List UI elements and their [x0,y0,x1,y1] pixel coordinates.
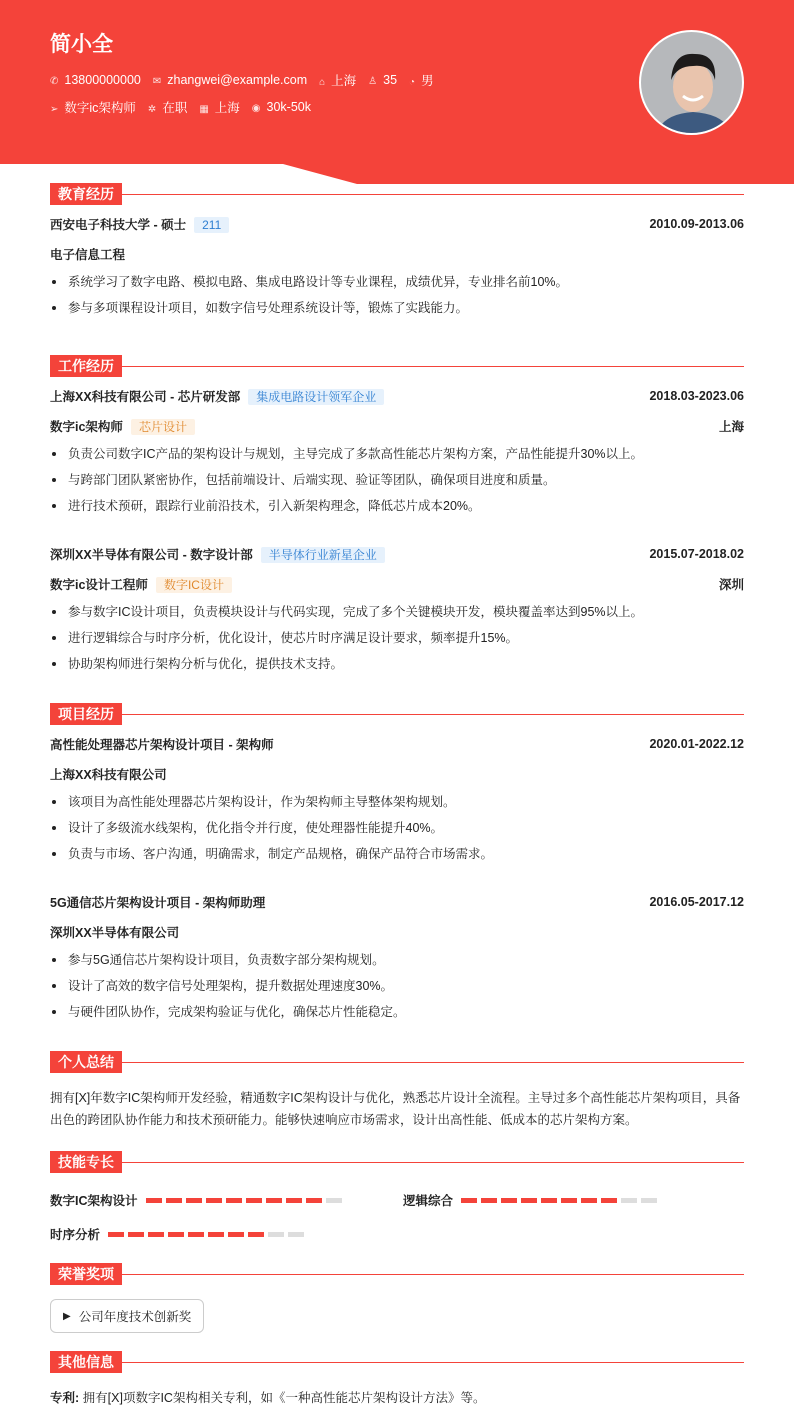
section-title: 教育经历 [50,183,122,205]
list-item: 参与数字IC设计项目，负责模块设计与代码实现，完成了多个关键模块开发，模块覆盖率达到95%以上。 [50,599,744,625]
role: 数字ic设计工程师 [50,578,148,592]
date: 2010.09-2013.06 [649,217,744,231]
list-item: 系统学习了数字电路、模拟电路、集成电路设计等专业课程，成绩优异，专业排名前10%。 [50,269,744,295]
section-title: 技能专长 [50,1151,122,1173]
skill-segment [581,1198,597,1203]
award-name: 公司年度技术创新奖 [78,1310,192,1324]
role-tag: 芯片设计 [131,419,195,435]
skill-name: 时序分析 [50,1228,101,1242]
role-tag: 数字IC设计 [156,577,232,593]
skill-level-bar [108,1232,304,1237]
skill-segment [188,1232,204,1237]
skill-segment [461,1198,477,1203]
date: 2020.01-2022.12 [649,737,744,751]
skill-segment [521,1198,537,1203]
building-icon: ▦ [199,104,209,115]
list-item: 参与5G通信芯片架构设计项目，负责数字部分架构规划。 [50,947,744,973]
skill-segment [186,1198,202,1203]
list-item: 参与多项课程设计项目，如数字信号处理系统设计等，锻炼了实践能力。 [50,295,744,321]
section-title: 项目经历 [50,703,122,725]
project-entry [50,729,744,867]
project-company: 深圳XX半导体有限公司 [50,926,180,940]
list-item: 负责公司数字IC产品的架构设计与规划，主导完成了多款高性能芯片架构方案，产品性能提升30%以上。 [50,441,744,467]
skill-segment [266,1198,282,1203]
list-item: 该项目为高性能处理器芯片架构设计，作为架构师主导整体架构规划。 [50,789,744,815]
other-text: 拥有[X]项数字IC架构相关专利，如《一种高性能芯片架构设计方法》等。 [82,1391,486,1405]
job-intent-row [50,98,311,116]
major: 电子信息工程 [50,248,126,262]
salary: 30k-50k [266,100,312,114]
summary-section [50,1051,744,1131]
section-title: 工作经历 [50,355,122,377]
list-item: 设计了高效的数字信号处理架构，提升数据处理速度30%。 [50,973,744,999]
skill-item [50,1225,304,1243]
section-title: 荣誉奖项 [50,1263,122,1285]
work-city: 上海 [718,420,744,434]
date: 2015.07-2018.02 [649,547,744,561]
skill-segment [268,1232,284,1237]
age: 35 [383,73,398,87]
skill-segment [286,1198,302,1203]
awards-section [50,1263,744,1333]
section-title: 其他信息 [50,1351,122,1373]
summary-text: 拥有[X]年数字IC架构师开发经验，精通数字IC架构设计与优化，熟悉芯片设计全流程。主导过多个高性能芯片架构项目，具备出色的跨团队协作能力和技术预研能力。能够快速响应市场需求，设计出高性能、低成本的芯片架构方案。 [50,1091,741,1127]
skill-segment [621,1198,637,1203]
other-label: 专利: [50,1391,80,1405]
list-item: 进行技术预研，跟踪行业前沿技术，引入新架构理念，降低芯片成本20%。 [50,493,744,519]
skill-segment [601,1198,617,1203]
list-item: 与硬件团队协作，完成架构验证与优化，确保芯片性能稳定。 [50,999,744,1025]
skill-segment [641,1198,657,1203]
skill-segment [166,1198,182,1203]
salary-icon: ◉ [251,103,261,114]
skill-segment [306,1198,322,1203]
award-item[interactable] [50,1299,204,1333]
education-section [50,183,744,321]
skill-item [403,1191,657,1209]
play-icon: ▶ [63,1310,71,1322]
list-item: 设计了多级流水线架构，优化指令并行度，使处理器性能提升40%。 [50,815,744,841]
school-tag: 211 [194,217,229,233]
company: 深圳XX半导体有限公司 - 数字设计部 [50,548,253,562]
skill-name: 数字IC架构设计 [50,1194,138,1208]
project-entry [50,887,744,1025]
work-entry [50,539,744,677]
skill-segment [288,1232,304,1237]
project-section [50,703,744,1025]
skill-segment [208,1232,224,1237]
phone: 13800000000 [64,73,141,87]
work-entry [50,381,744,519]
skill-segment [501,1198,517,1203]
skill-segment [146,1198,162,1203]
list-item: 负责与市场、客户沟通，明确需求，制定产品规格，确保产品符合市场需求。 [50,841,744,867]
skill-segment [168,1232,184,1237]
status-icon: ✲ [147,104,157,115]
other-section [50,1351,744,1409]
skill-segment [561,1198,577,1203]
skill-segment [226,1198,242,1203]
role: 数字ic架构师 [50,420,123,434]
phone-icon: ✆ [50,76,59,87]
skill-segment [481,1198,497,1203]
status: 在职 [162,101,188,115]
skill-segment [108,1232,124,1237]
skill-segment [228,1232,244,1237]
list-item: 进行逻辑综合与时序分析，优化设计，使芯片时序满足设计要求，频率提升15%。 [50,625,744,651]
position: 数字ic架构师 [64,101,136,115]
project-name: 高性能处理器芯片架构设计项目 - 架构师 [50,738,274,752]
section-title: 个人总结 [50,1051,122,1073]
project-name: 5G通信芯片架构设计项目 - 架构师助理 [50,896,266,910]
work-section [50,355,744,677]
gender-icon: ◔ [409,77,416,88]
list-item: 协助架构师进行架构分析与优化，提供技术支持。 [50,651,744,677]
skill-segment [206,1198,222,1203]
gender: 男 [421,74,434,88]
company-tag: 半导体行业新星企业 [261,547,385,563]
company-tag: 集成电路设计领军企业 [248,389,384,405]
skill-segment [326,1198,342,1203]
skill-segment [148,1232,164,1237]
list-item: 与跨部门团队紧密协作，包括前端设计、后端实现、验证等团队，确保项目进度和质量。 [50,467,744,493]
city: 上海 [331,74,357,88]
email: zhangwei@example.com [167,73,308,87]
project-company: 上海XX科技有限公司 [50,768,167,782]
school: 西安电子科技大学 - 硕士 [50,218,187,232]
skill-level-bar [146,1198,342,1203]
skill-segment [248,1232,264,1237]
skills-section [50,1151,744,1251]
skill-segment [541,1198,557,1203]
skill-segment [246,1198,262,1203]
skill-segment [128,1232,144,1237]
contact-row [50,71,434,89]
skill-name: 逻辑综合 [403,1194,454,1208]
skill-level-bar [461,1198,657,1203]
date: 2016.05-2017.12 [649,895,744,909]
date: 2018.03-2023.06 [649,389,744,403]
home-icon: ⌂ [319,77,326,88]
work-city: 深圳 [718,578,744,592]
company: 上海XX科技有限公司 - 芯片研发部 [50,390,241,404]
age-icon: ♙ [368,76,378,87]
avatar [639,30,744,135]
send-icon: ➢ [50,104,59,115]
candidate-name: 简小全 [50,33,113,56]
skill-item [50,1191,342,1209]
work-city: 上海 [214,101,240,115]
mail-icon: ✉ [152,76,162,87]
